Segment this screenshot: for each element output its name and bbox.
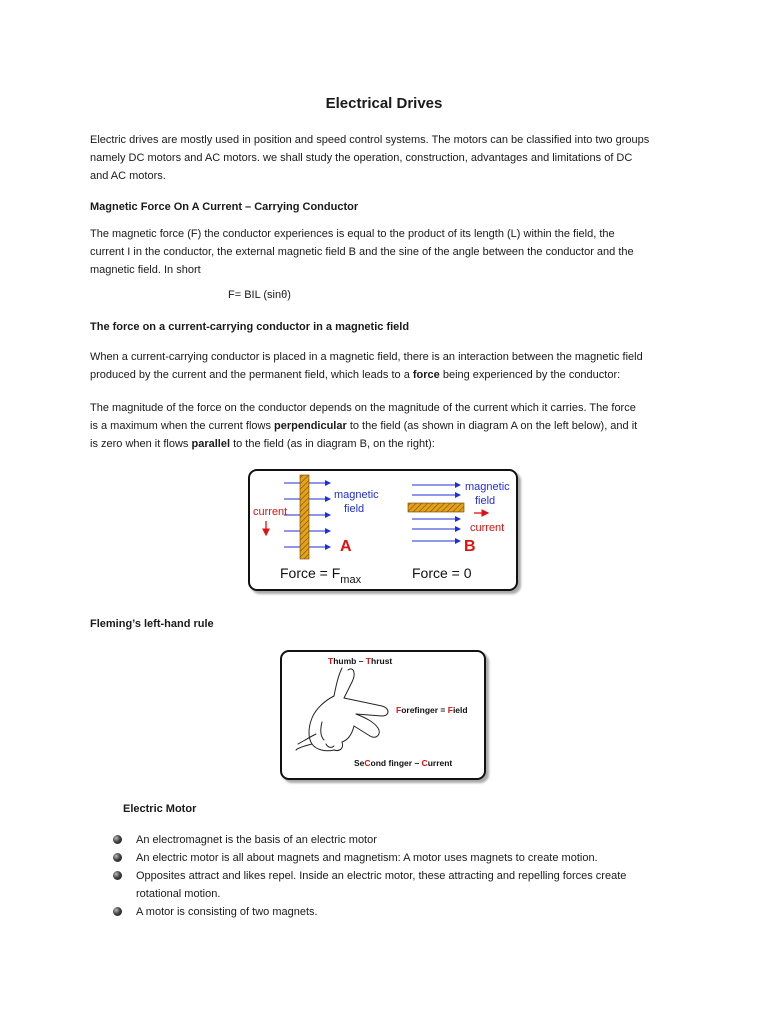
conductor-field-svg bbox=[250, 471, 516, 589]
conductor-vertical bbox=[300, 475, 309, 559]
conductor-field-diagram bbox=[248, 469, 518, 591]
field-lines-b bbox=[412, 485, 460, 541]
electric-motor-list bbox=[113, 831, 673, 921]
field-text: ield bbox=[452, 705, 468, 715]
section-heading-flemings-rule: Fleming’s left-hand rule bbox=[90, 618, 214, 630]
bullet-icon bbox=[113, 871, 122, 880]
magnetic-label-a: magnetic bbox=[334, 489, 379, 501]
field-initial: F bbox=[447, 705, 453, 715]
forefinger-field-label bbox=[396, 705, 468, 715]
section-heading-magnetic-force: Magnetic Force On A Current – Carrying Conductor bbox=[90, 201, 359, 213]
text-run: to the field (as in diagram B, on the right): bbox=[230, 438, 435, 450]
text-run: produced by the current and the permanent field, which leads to a bbox=[90, 369, 413, 381]
paragraph-line: The magnetic force (F) the conductor experiences is equal to the product of its length (L) within the field, the bbox=[90, 228, 615, 240]
text-run: being experienced by the conductor: bbox=[439, 369, 621, 381]
paragraph-line: current I in the conductor, the external magnetic field B and the sine of the angle between the conductor and the bbox=[90, 246, 634, 258]
magnitude-paragraph bbox=[90, 399, 680, 453]
paragraph-line bbox=[90, 417, 680, 435]
section-heading-electric-motor: Electric Motor bbox=[123, 803, 197, 815]
force-a-prefix: Force = F bbox=[280, 565, 341, 581]
section-heading-force-on-conductor: The force on a current-carrying conductor in a magnetic field bbox=[90, 321, 410, 333]
field-label-a: field bbox=[344, 503, 365, 515]
conductor-horizontal bbox=[408, 503, 464, 512]
list-item-text: An electric motor is all about magnets and magnetism: A motor uses magnets to create motion. bbox=[136, 852, 598, 864]
force-formula: F= BIL (sinθ) bbox=[228, 289, 291, 301]
thumb-thrust-label bbox=[328, 656, 392, 666]
letter-b: B bbox=[464, 538, 476, 555]
force-b-label: Force = 0 bbox=[412, 565, 472, 581]
intro-paragraph bbox=[90, 131, 680, 185]
paragraph-line: When a current-carrying conductor is placed in a magnetic field, there is an interaction between the magnetic field bbox=[90, 351, 643, 363]
thumb-text: humb – bbox=[333, 656, 366, 666]
text-run: is zero when it flows bbox=[90, 438, 192, 450]
interaction-paragraph bbox=[90, 348, 680, 384]
second-text-a: Se bbox=[354, 758, 365, 768]
forefinger-initial: F bbox=[396, 705, 402, 715]
second-initial: C bbox=[364, 758, 371, 768]
current-text: urrent bbox=[427, 758, 453, 768]
magnetic-label-b: magnetic bbox=[465, 481, 510, 493]
list-item-text: A motor is consisting of two magnets. bbox=[136, 906, 318, 918]
current-label-b: current bbox=[470, 522, 505, 534]
magnetic-force-paragraph bbox=[90, 225, 680, 279]
page-title: Electrical Drives bbox=[325, 95, 443, 112]
field-label-b: field bbox=[475, 495, 496, 507]
letter-a: A bbox=[340, 538, 352, 555]
intro-line: Electric drives are mostly used in position and speed control systems. The motors can be classified into two groups bbox=[90, 134, 650, 146]
intro-line: namely DC motors and AC motors. we shall study the operation, construction, advantages and limitations of DC bbox=[90, 152, 633, 164]
bullet-icon bbox=[113, 835, 122, 844]
bold-parallel: parallel bbox=[191, 438, 231, 450]
list-item bbox=[113, 903, 673, 921]
thumb-initial: T bbox=[328, 656, 334, 666]
paragraph-line bbox=[90, 366, 680, 384]
current-initial: C bbox=[421, 758, 428, 768]
paragraph-line: magnetic field. In short bbox=[90, 264, 201, 276]
paragraph-line bbox=[90, 435, 680, 453]
list-item bbox=[113, 867, 673, 903]
intro-line: and AC motors. bbox=[90, 170, 166, 182]
forefinger-text: orefinger = bbox=[401, 705, 448, 715]
left-hand-icon bbox=[296, 668, 388, 751]
paragraph-line: The magnitude of the force on the conductor depends on the magnitude of the current which it carries. The force bbox=[90, 402, 636, 414]
thrust-initial: T bbox=[365, 656, 371, 666]
second-text-b: ond finger – bbox=[370, 758, 422, 768]
bold-force: force bbox=[412, 369, 440, 381]
bold-perpendicular: perpendicular bbox=[274, 420, 347, 432]
second-finger-label bbox=[354, 758, 452, 768]
list-item bbox=[113, 849, 673, 867]
thrust-text: hrust bbox=[371, 656, 393, 666]
force-a-label bbox=[280, 565, 362, 586]
text-run: to the field (as shown in diagram A on the left below), and it bbox=[346, 420, 638, 432]
bullet-icon bbox=[113, 853, 122, 862]
list-item bbox=[113, 831, 673, 849]
flemings-rule-diagram bbox=[280, 650, 486, 780]
list-item-text: Opposites attract and likes repel. Inside an electric motor, these attracting and repelling forces create rotational motion. bbox=[136, 870, 627, 900]
text-run: is a maximum when the current flows bbox=[90, 420, 275, 432]
current-label-a: current bbox=[253, 506, 288, 518]
bullet-icon bbox=[113, 907, 122, 916]
force-a-sub: max bbox=[340, 574, 362, 586]
left-hand-svg bbox=[282, 652, 484, 778]
list-item-text: An electromagnet is the basis of an electric motor bbox=[136, 834, 377, 846]
